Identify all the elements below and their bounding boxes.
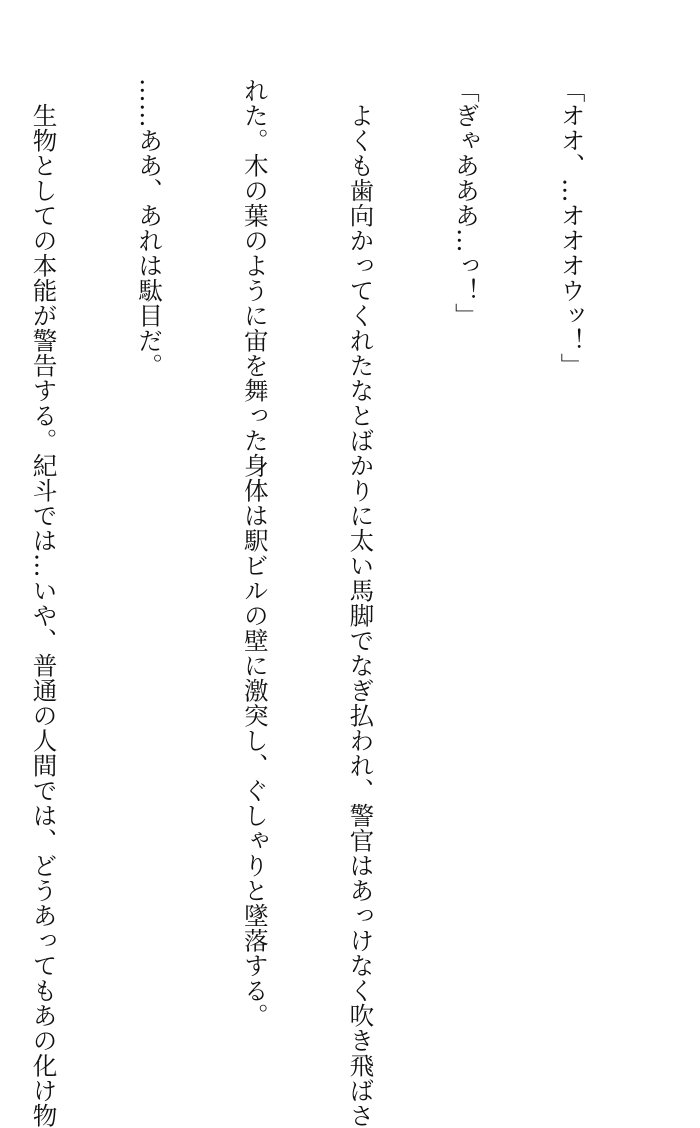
text-line: よくも歯向かってくれたなとばかりに太い馬脚でなぎ払われ、警官はあっけなく吹き飛ばさ bbox=[346, 78, 376, 1128]
text-line: 生物としての本能が警告する。紀斗では…いや、普通の人間では、どうあってもあの化け物 bbox=[29, 78, 59, 1128]
vertical-text-block bbox=[0, 78, 660, 1128]
text-line: れた。木の葉のように宙を舞った身体は駅ビルの壁に激突し、ぐしゃりと墜落する。 bbox=[240, 78, 270, 1028]
text-line: ……ああ、あれは駄目だ。 bbox=[135, 78, 165, 378]
text-line: 「ぎゃあああ…っ！」 bbox=[451, 78, 481, 328]
text-line: 「オオ、…オオオウッ！」 bbox=[557, 78, 587, 378]
